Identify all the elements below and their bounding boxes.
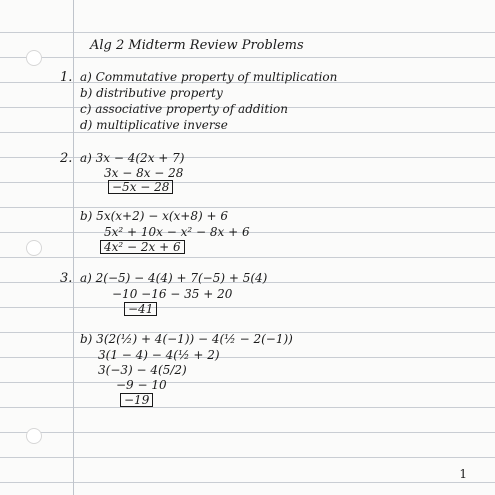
problem-2b-answer: 4x² − 2x + 6 [100, 240, 185, 254]
ruled-line [0, 32, 495, 33]
ruled-line [0, 57, 495, 58]
problem-2b-expression: b) 5x(x+2) − x(x+8) + 6 [80, 209, 228, 223]
ruled-line [0, 157, 495, 158]
ruled-line [0, 132, 495, 133]
ruled-line [0, 382, 495, 383]
ruled-line [0, 432, 495, 433]
page-title: Alg 2 Midterm Review Problems [90, 38, 304, 53]
ruled-line [0, 357, 495, 358]
problem-3a-step: −10 −16 − 35 + 20 [112, 287, 233, 301]
ruled-line [0, 182, 495, 183]
problem-3-number: 3. [60, 271, 73, 286]
problem-3b-step-3: −9 − 10 [116, 378, 167, 392]
ruled-line [0, 307, 495, 308]
margin-line [73, 0, 74, 495]
problem-2a-expression: a) 3x − 4(2x + 7) [80, 151, 185, 165]
problem-2a-step: 3x − 8x − 28 [104, 166, 184, 180]
ruled-line [0, 482, 495, 483]
problem-3a-expression: a) 2(−5) − 4(4) + 7(−5) + 5(4) [80, 271, 268, 285]
ruled-line [0, 207, 495, 208]
binder-hole [26, 50, 42, 66]
binder-hole [26, 240, 42, 256]
problem-3a-answer: −41 [124, 302, 157, 316]
problem-2b-step: 5x² + 10x − x² − 8x + 6 [104, 225, 250, 239]
problem-1c: c) associative property of addition [80, 102, 289, 116]
problem-3b-step-2: 3(−3) − 4(5/2) [98, 363, 187, 377]
problem-2-number: 2. [60, 151, 73, 166]
problem-1b: b) distributive property [80, 86, 223, 100]
problem-1d: d) multiplicative inverse [80, 118, 228, 132]
page-number: 1 [459, 467, 467, 481]
ruled-line [0, 457, 495, 458]
problem-3b-answer: −19 [120, 393, 153, 407]
binder-hole [26, 428, 42, 444]
ruled-line [0, 407, 495, 408]
problem-2a-answer: −5x − 28 [108, 180, 173, 194]
problem-1a: a) Commutative property of multiplication [80, 70, 338, 84]
problem-3b-expression: b) 3(2(½) + 4(−1)) − 4(½ − 2(−1)) [80, 332, 293, 346]
problem-1-number: 1. [60, 70, 73, 85]
problem-3b-step-1: 3(1 − 4) − 4(½ + 2) [98, 348, 220, 362]
ruled-line [0, 257, 495, 258]
